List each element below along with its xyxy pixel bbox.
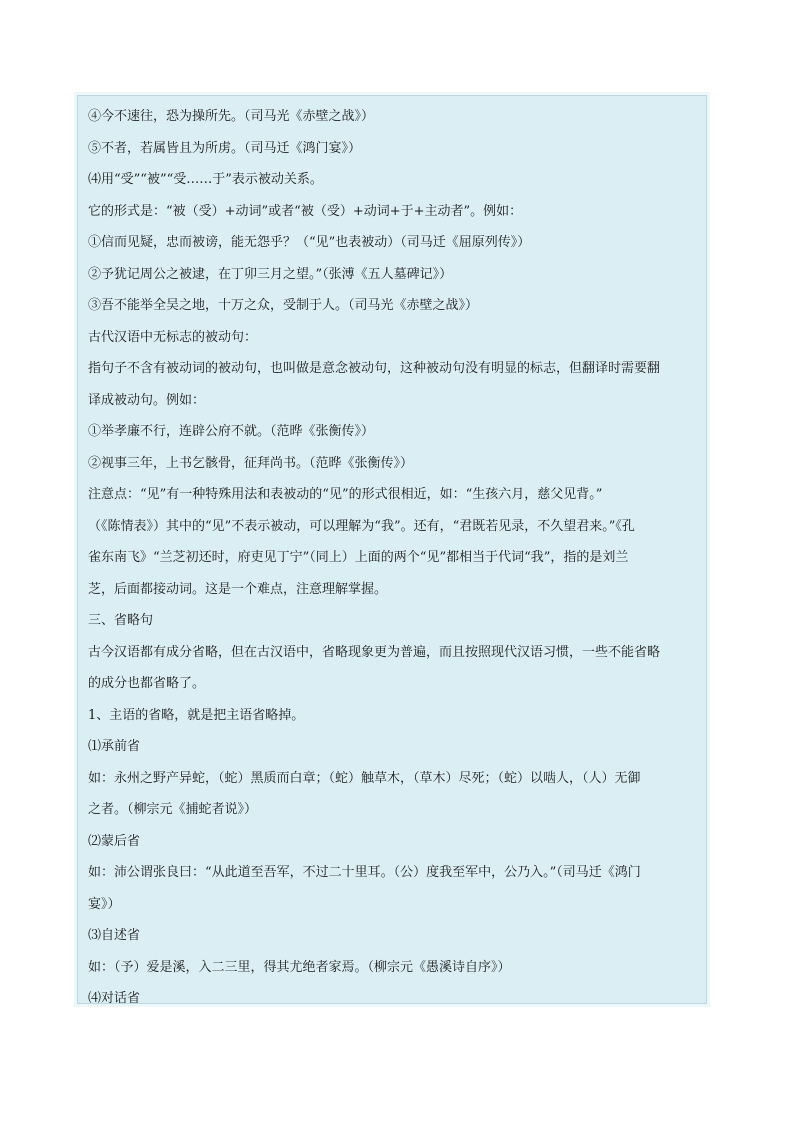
text-line: 芝，后面都接动词。这是一个难点，注意理解掌握。 (88, 581, 388, 597)
text-line: ⑤不者，若属皆且为所虏。（司马迁《鸿门宴》） (88, 140, 362, 156)
text-line: ②视事三年，上书乞骸骨，征拜尚书。（范晔《张衡传》） (88, 455, 414, 471)
text-line: 如：沛公谓张良曰：“从此道至吾军，不过二十里耳。（公）度我至军中，公乃入。”（司马迁《鸿门 (88, 865, 641, 880)
text-line: 古代汉语中无标志的被动句： (88, 329, 258, 345)
text-line: 的成分也都省略了。 (88, 676, 206, 691)
text-line: ③吾不能举全吴之地，十万之众，受制于人。（司马光《赤壁之战》） (88, 298, 479, 313)
text-line: ①举孝廉不行，连辟公府不就。（范晔《张衡传》） (88, 424, 375, 439)
text-line: 1、主语的省略，就是把主语省略掉。 (88, 707, 305, 723)
text-line: 译成被动句。例如： (88, 392, 206, 408)
text-line: ⑴承前省 (88, 739, 141, 754)
text-line: 它的形式是：“被（受）+动词”或者“被（受）+动词+于+主动者”。例如： (88, 203, 523, 219)
text-line: ⑵蒙后省 (88, 833, 141, 849)
text-line: 雀东南飞》“兰芝初还时，府吏见丁宁”（同上）上面的两个“见”都相当于代词“我”，指的是刘兰 (88, 550, 629, 565)
text-line: 指句子不含有被动词的被动句，也叫做是意念被动句，这种被动句没有明显的标志，但翻译时需要翻 (88, 361, 661, 376)
text-line: ④今不速往，恐为操所先。（司马光《赤壁之战》） (88, 109, 375, 124)
text-line: （《陈情表》）其中的“见”不表示被动，可以理解为“我”。还有，“君既若见录，不久望君来。”《孔 (88, 518, 635, 534)
text-line: ⑷用“受”“被”“受……于”表示被动关系。 (88, 172, 323, 187)
text-line: 古今汉语都有成分省略，但在古汉语中，省略现象更为普遍，而且按照现代汉语习惯，一些不能省略 (88, 644, 661, 660)
text-line: 如：永州之野产异蛇，（蛇）黑质而白章；（蛇）触草木，（草木）尽死；（蛇）以啮人，（人）无御 (88, 770, 641, 786)
text-line: 之者。（柳宗元《捕蛇者说》） (88, 802, 258, 817)
text-line: 宴》） (88, 896, 121, 912)
text-line: 注意点：“见”有一种特殊用法和表被动的“见”的形式很相近，如：“生孩六月，慈父见背。” (88, 487, 603, 502)
text-line: ①信而见疑，忠而被谤，能无怨乎？（“见”也表被动）（司马迁《屈原列传》） (88, 235, 531, 250)
text-line: ⑶自述省 (88, 928, 141, 943)
text-line: 如：（予）爱是溪，入二三里，得其尤绝者家焉。（柳宗元《愚溪诗自序》） (88, 959, 511, 975)
text-line: ⑷对话省 (88, 991, 141, 1004)
text-box (77, 95, 707, 1004)
text-line: ②予犹记周公之被逮，在丁卯三月之望。”（张溥《五人墓碑记》） (88, 266, 453, 282)
text-line: 三、省略句 (88, 613, 154, 628)
